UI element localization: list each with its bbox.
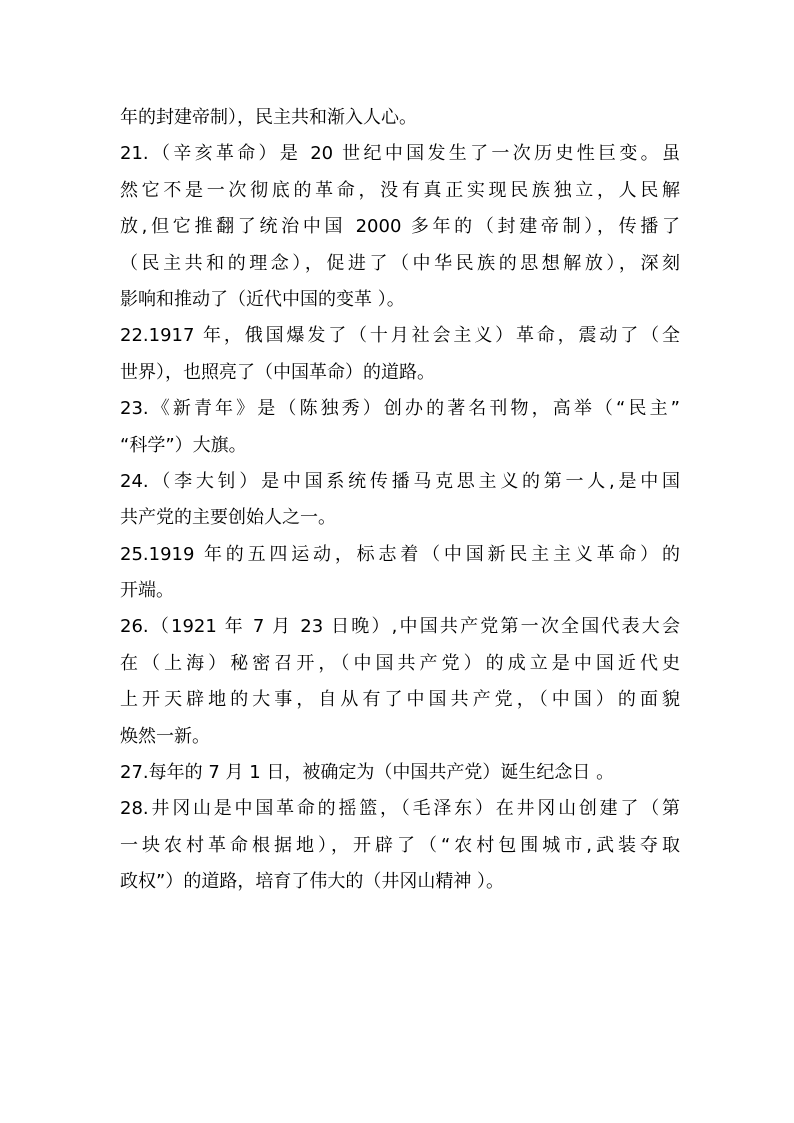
text-line: 然它不是一次彻底的革命，没有真正实现民族独立，人民解 (120, 179, 680, 201)
text-line: （民主共和的理念），促进了（中华民族的思想解放），深刻 (120, 252, 680, 274)
text-line: 28.井冈山是中国革命的摇篮，（毛泽东）在井冈山创建了（第 (120, 798, 680, 820)
text-line: 放,但它推翻了统治中国 2000 多年的（封建帝制），传播了 (120, 216, 680, 238)
text-line: 在（上海）秘密召开，（中国共产党）的成立是中国近代史 (120, 652, 680, 674)
document-body (120, 100, 680, 901)
text-line: 上开天辟地的大事，自从有了中国共产党，（中国）的面貌 (120, 689, 680, 711)
text-line: 世界），也照亮了（中国革命）的道路。 (120, 361, 435, 383)
text-line: 一块农村革命根据地），开辟了（“农村包围城市,武装夺取 (120, 834, 680, 856)
text-line: 26.（1921 年 7 月 23 日晚）,中国共产党第一次全国代表大会 (120, 616, 680, 638)
text-line: 政权”）的道路，培育了伟大的（井冈山精神 ）。 (120, 871, 505, 893)
text-line: 共产党的主要创始人之一。 (120, 507, 336, 529)
text-line: 焕然一新。 (120, 725, 210, 747)
text-line: 影响和推动了（近代中国的变革 ）。 (120, 288, 405, 310)
text-line: 23.《新青年》是（陈独秀）创办的著名刊物，高举（“民主” (120, 398, 680, 420)
text-line: 27.每年的 7 月 1 日，被确定为（中国共产党）诞生纪念日 。 (120, 762, 615, 784)
text-line: 年的封建帝制），民主共和渐入人心。 (120, 107, 417, 128)
text-line: 22.1917 年，俄国爆发了（十月社会主义）革命，震动了（全 (120, 325, 680, 347)
text-line: 25.1919 年的五四运动，标志着（中国新民主主义革命）的 (120, 543, 680, 565)
text-line: “科学”）大旗。 (120, 434, 247, 456)
text-line: 21.（辛亥革命）是 20 世纪中国发生了一次历史性巨变。虽 (120, 143, 680, 165)
text-line: 24.（李大钊）是中国系统传播马克思主义的第一人,是中国 (120, 470, 680, 492)
text-line: 开端。 (120, 580, 174, 602)
